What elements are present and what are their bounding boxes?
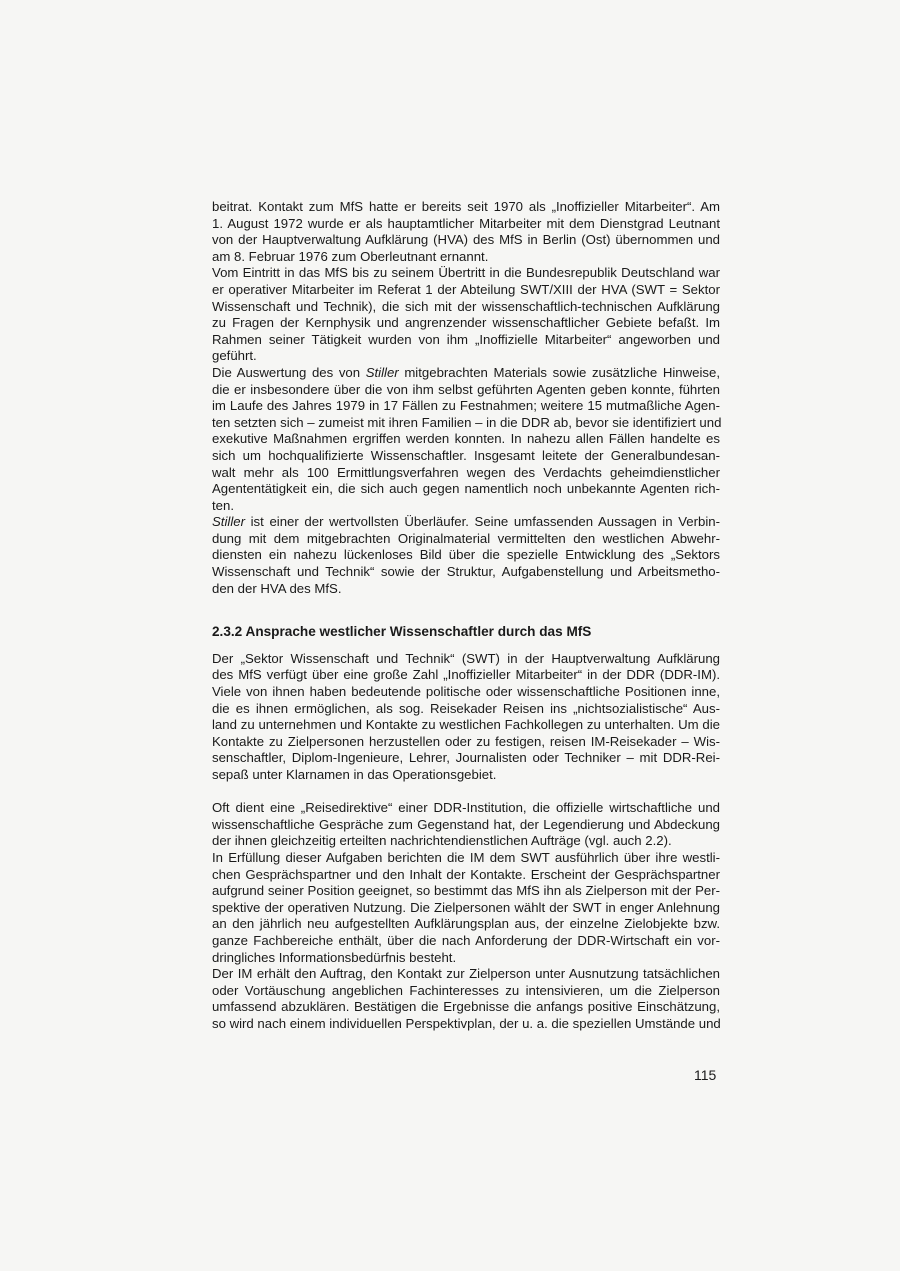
text-line: am 8. Februar 1976 zum Oberleutnant ernannt. bbox=[212, 248, 489, 264]
text-line: chen Gesprächspartner und den Inhalt der Kontakte. Erscheint der Gesprächspartner bbox=[212, 866, 720, 882]
text-line: dung mit dem mitgebrachten Originalmaterial vermittelten den westlichen Abwehr- bbox=[212, 530, 720, 546]
text-line: Viele von ihnen haben bedeutende politische oder wissenschaftliche Positionen inne, bbox=[212, 684, 720, 700]
text-line: die es ihnen ermöglichen, als sog. Reisekader Reisen ins „nichtsozialistische“ Aus- bbox=[212, 700, 720, 716]
paragraph-2 bbox=[212, 265, 720, 365]
text-line: Wissenschaft und Technik“ sowie der Struktur, Aufgabenstellung und Arbeitsmetho- bbox=[212, 564, 720, 580]
text-line: umfassend abzuklären. Bestätigen die Ergebnisse die anfangs positive Einschätzung, bbox=[212, 999, 720, 1015]
text-line: Der IM erhält den Auftrag, den Kontakt zur Zielperson unter Ausnutzung tatsächlichen bbox=[212, 966, 720, 982]
text-line: den der HVA des MfS. bbox=[212, 580, 342, 596]
text-line: Rahmen seiner Tätigkeit wurden von ihm „Inoffizielle Mitarbeiter“ angeworben und bbox=[212, 331, 720, 347]
text-line: zu Fragen der Kernphysik und angrenzender wissenschaftlicher Gebiete befaßt. Im bbox=[212, 315, 720, 331]
paragraph-8 bbox=[212, 966, 720, 1032]
text-line: beitrat. Kontakt zum MfS hatte er bereits seit 1970 als „Inoffizieller Mitarbeiter“. Am bbox=[212, 199, 720, 214]
paragraph-1 bbox=[212, 199, 720, 265]
page-body bbox=[212, 199, 720, 1033]
text-line: sich um hochqualifizierte Wissenschaftler. Insgesamt leitete der Generalbundesan- bbox=[212, 447, 720, 463]
text-line: ten. bbox=[212, 497, 234, 513]
paragraph-gap bbox=[212, 784, 720, 801]
text-fragment: Die Auswertung des von bbox=[212, 364, 366, 380]
text-line: Wissenschaft und Technik), die sich mit der wissenschaftlich-technischen Aufklärung bbox=[212, 298, 720, 314]
text-line: walt mehr als 100 Ermittlungsverfahren wegen des Verdachts geheimdienstlicher bbox=[212, 464, 720, 480]
text-line: er operativer Mitarbeiter im Referat 1 der Abteilung SWT/XIII der HVA (SWT = Sektor bbox=[212, 281, 720, 297]
text-line: oder Vortäuschung angeblichen Fachinteresses zu intensivieren, um die Zielperson bbox=[212, 982, 720, 998]
paragraph-5 bbox=[212, 651, 720, 784]
paragraph-3 bbox=[212, 365, 720, 514]
text-line: an den jährlich neu aufgestellten Aufklärungsplan aus, der einzelne Zielobjekte bzw. bbox=[212, 916, 720, 932]
paragraph-7 bbox=[212, 850, 720, 966]
text-line: exekutive Maßnahmen ergriffen werden konnten. In nahezu allen Fällen handelte es bbox=[212, 431, 720, 447]
text-line: sepaß unter Klarnamen in das Operationsgebiet. bbox=[212, 767, 497, 782]
text-line: aufgrund seiner Position geeignet, so bestimmt das MfS ihn als Zielperson mit der Per- bbox=[212, 883, 720, 899]
text-line: des MfS verfügt über eine große Zahl „Inoffizieller Mitarbeiter“ in der DDR (DDR-IM). bbox=[212, 667, 720, 683]
text-line: geführt. bbox=[212, 348, 257, 364]
text-line: ganze Fachbereiche enthält, über die nach Anforderung der DDR-Wirtschaft ein vor- bbox=[212, 932, 720, 948]
text-line: von der Hauptverwaltung Aufklärung (HVA) des MfS in Berlin (Ost) übernommen und bbox=[212, 232, 720, 248]
text-line: Agententätigkeit ein, die sich auch gegen namentlich noch unbekannte Agenten rich- bbox=[212, 481, 720, 497]
text-line: 1. August 1972 wurde er als hauptamtlicher Mitarbeiter mit dem Dienstgrad Leutnant bbox=[212, 215, 720, 231]
text-line bbox=[212, 514, 720, 531]
text-line: Oft dient eine „Reisedirektive“ einer DDR-Institution, die offizielle wirtschaftliche und bbox=[212, 800, 720, 816]
text-line: dringliches Informationsbedürfnis besteht. bbox=[212, 949, 457, 965]
text-line: ten setzten sich – zumeist mit ihren Familien – in die DDR ab, bevor sie identifiziert und bbox=[212, 414, 722, 430]
paragraph-6 bbox=[212, 800, 720, 850]
text-fragment: mitgebrachten Materials sowie zusätzliche Hinweise, bbox=[398, 364, 720, 380]
text-line: der ihnen gleichzeitig erteilten nachrichtendienstlichen Aufträge (vgl. auch 2.2). bbox=[212, 833, 672, 849]
paragraph-4 bbox=[212, 514, 720, 597]
text-line: wissenschaftliche Gespräche zum Gegenstand hat, der Legendierung und Abdeckung bbox=[212, 816, 720, 832]
page-number: 115 bbox=[694, 1067, 717, 1083]
text-line: die er insbesondere über die von ihm selbst geführten Agenten geben konnte, führten bbox=[212, 381, 720, 397]
text-line: so wird nach einem individuellen Perspektivplan, der u. a. die speziellen Umstände und bbox=[212, 1015, 721, 1031]
name-stiller: Stiller bbox=[212, 514, 245, 530]
section-heading: 2.3.2 Ansprache westlicher Wissenschaftler durch das MfS bbox=[212, 624, 592, 640]
text-line bbox=[212, 365, 720, 382]
text-line: Vom Eintritt in das MfS bis zu seinem Übertritt in die Bundesrepublik Deutschland war bbox=[212, 265, 720, 281]
text-line: spektive der operativen Nutzung. Die Zielpersonen wählt der SWT in enger Anlehnung bbox=[212, 899, 720, 915]
text-line: In Erfüllung dieser Aufgaben berichten die IM dem SWT ausführlich über ihre westli- bbox=[212, 849, 720, 865]
text-line: diensten ein nahezu lückenloses Bild über die spezielle Entwicklung des „Sektors bbox=[212, 547, 720, 563]
name-stiller: Stiller bbox=[365, 364, 399, 380]
text-fragment: ist einer der wertvollsten Überläufer. Seine umfassenden Aussagen in Verbin- bbox=[244, 514, 720, 530]
text-line: senschaftler, Diplom-Ingenieure, Lehrer, Journalisten oder Techniker – mit DDR-Rei- bbox=[212, 750, 720, 766]
text-line: Der „Sektor Wissenschaft und Technik“ (SWT) in der Hauptverwaltung Aufklärung bbox=[212, 650, 720, 666]
text-line: Kontakte zu Zielpersonen herzustellen oder zu festigen, reisen IM-Reisekader – Wis- bbox=[212, 733, 720, 749]
text-line: land zu unternehmen und Kontakte zu westlichen Fachkollegen zu unterhalten. Um die bbox=[212, 717, 720, 733]
text-line: im Laufe des Jahres 1979 in 17 Fällen zu Festnahmen; weitere 15 mutmaßliche Agen- bbox=[212, 398, 720, 414]
